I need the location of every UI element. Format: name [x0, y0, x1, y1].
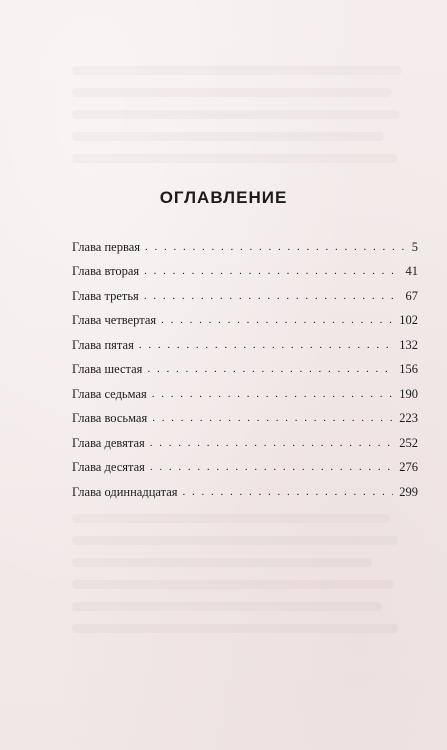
- toc-label: Глава шестая: [72, 362, 143, 377]
- toc-dot-leader: [150, 438, 393, 449]
- toc-dot-leader: [152, 389, 394, 400]
- toc-dot-leader: [144, 266, 399, 277]
- toc-dot-leader: [152, 413, 393, 424]
- toc-label: Глава седьмая: [72, 386, 147, 401]
- toc-entry-chapter-7: [72, 382, 418, 407]
- toc-label: Глава пятая: [72, 337, 134, 352]
- show-through-text: [72, 558, 372, 567]
- toc-entry-chapter-5: [72, 333, 418, 358]
- toc-entry-chapter-8: [72, 407, 418, 432]
- toc-dot-leader: [145, 242, 406, 253]
- toc-page-number: 67: [405, 288, 418, 303]
- show-through-text: [72, 514, 390, 523]
- show-through-text: [72, 602, 382, 611]
- show-through-text: [72, 132, 384, 141]
- toc-page-number: 276: [399, 460, 418, 475]
- toc-dot-leader: [183, 487, 394, 498]
- toc-page-number: 299: [399, 484, 418, 499]
- toc-page-number: 5: [411, 239, 418, 254]
- toc-dot-leader: [144, 291, 400, 302]
- toc-label: Глава вторая: [72, 264, 140, 279]
- toc-page-number: 223: [399, 411, 418, 426]
- toc-page-number: 190: [399, 386, 418, 401]
- toc-label: Глава восьмая: [72, 411, 148, 426]
- toc-label: Глава первая: [72, 239, 141, 254]
- toc-entry-chapter-11: [72, 480, 418, 505]
- toc-label: Глава девятая: [72, 435, 145, 450]
- show-through-text: [72, 110, 400, 119]
- show-through-text: [72, 580, 394, 589]
- show-through-text: [72, 88, 392, 97]
- toc-label: Глава десятая: [72, 460, 145, 475]
- toc-entry-chapter-2: [72, 260, 418, 285]
- page-title: ОГЛАВЛЕНИЕ: [159, 188, 288, 207]
- toc-entry-chapter-9: [72, 431, 418, 456]
- toc-label: Глава одиннадцатая: [72, 484, 178, 499]
- toc-label: Глава четвертая: [72, 313, 157, 328]
- show-through-text: [72, 66, 402, 75]
- toc-page-number: 41: [405, 264, 418, 279]
- toc-label: Глава третья: [72, 288, 139, 303]
- show-through-text: [72, 624, 398, 633]
- toc-dot-leader: [139, 340, 393, 351]
- toc-entry-chapter-3: [72, 284, 418, 309]
- table-of-contents: [72, 235, 418, 505]
- toc-dot-leader: [161, 315, 393, 326]
- toc-entry-chapter-4: [72, 309, 418, 334]
- toc-entry-chapter-1: [72, 235, 418, 260]
- toc-page-number: 156: [399, 362, 418, 377]
- toc-dot-leader: [147, 364, 393, 375]
- toc-page-number: 252: [399, 435, 418, 450]
- toc-dot-leader: [150, 462, 393, 473]
- toc-entry-chapter-6: [72, 358, 418, 383]
- show-through-text: [72, 536, 398, 545]
- show-through-text: [72, 154, 397, 163]
- toc-entry-chapter-10: [72, 456, 418, 481]
- toc-page-number: 102: [399, 313, 418, 328]
- toc-page-number: 132: [399, 337, 418, 352]
